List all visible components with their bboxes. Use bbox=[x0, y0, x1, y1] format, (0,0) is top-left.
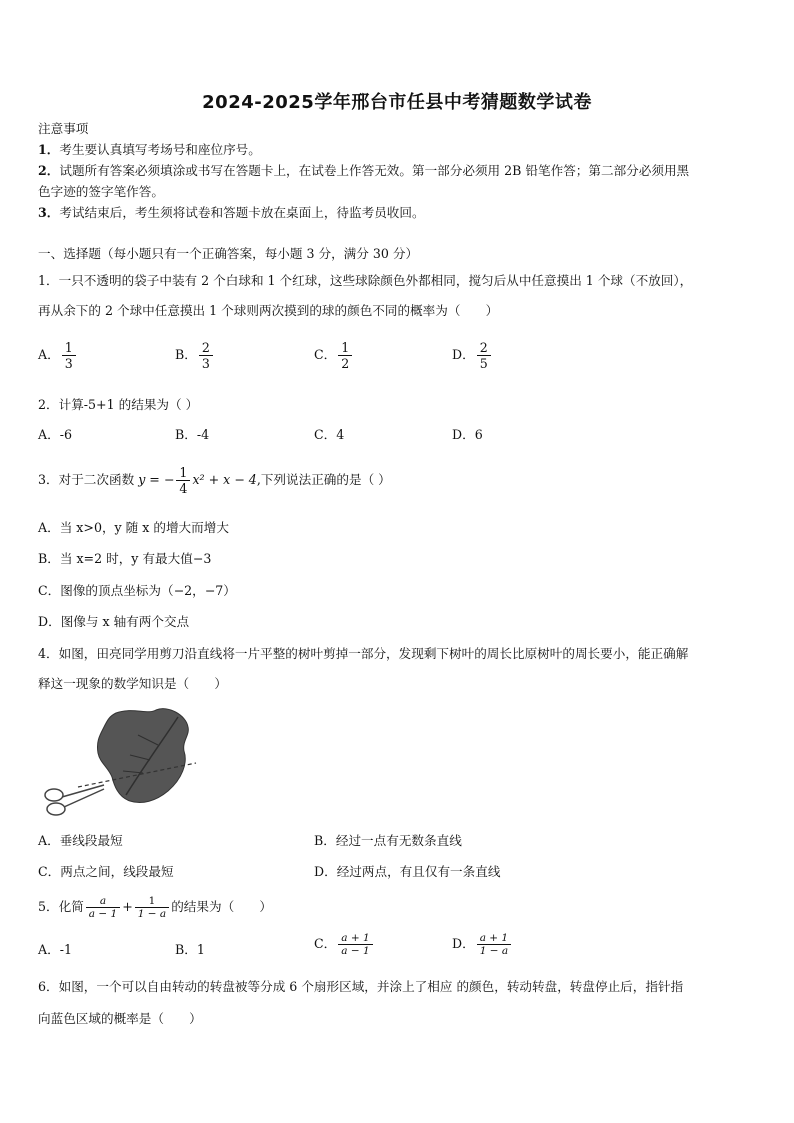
fraction bbox=[86, 895, 120, 920]
option-label: C． bbox=[314, 347, 337, 362]
scissors-icon bbox=[45, 785, 104, 815]
option-label: B． bbox=[175, 347, 197, 362]
q1-option-a[interactable] bbox=[38, 340, 78, 371]
q3-option-c[interactable]: C．图像的顶点坐标为（−2，−7） bbox=[38, 583, 236, 598]
q2-stem: 2．计算-5+1 的结果为（ ） bbox=[38, 397, 199, 412]
q3-stem bbox=[38, 463, 391, 497]
denominator: a − 1 bbox=[86, 907, 120, 920]
q2-option-c[interactable]: C．4 bbox=[314, 427, 345, 442]
leaf-scissors-figure bbox=[38, 705, 198, 820]
denominator: 3 bbox=[62, 355, 76, 371]
q3-option-b[interactable]: B．当 x=2 时，y 有最大值−3 bbox=[38, 551, 212, 566]
q4-option-b[interactable]: B．经过一点有无数条直线 bbox=[314, 833, 462, 848]
fraction bbox=[135, 895, 169, 920]
numerator: a + 1 bbox=[341, 932, 370, 944]
fraction bbox=[338, 340, 352, 371]
note-text: 试题所有答案必须填涂或书写在答题卡上，在试卷上作答无效。第一部分必须用 2B 铅笔作答；第二部分必须用黑 bbox=[59, 163, 690, 178]
q1-stem-line1: 1．一只不透明的袋子中装有 2 个白球和 1 个红球，这些球除颜色外都相同，搅匀后从中任意摸出 1 个球（不放回）， bbox=[38, 273, 693, 288]
q4-option-a[interactable]: A．垂线段最短 bbox=[38, 833, 123, 848]
q5-option-d[interactable] bbox=[452, 932, 513, 957]
q5-option-c[interactable] bbox=[314, 932, 375, 957]
denominator: 5 bbox=[477, 355, 491, 371]
note-text: 考生要认真填写考场号和座位序号。 bbox=[59, 142, 261, 157]
numerator: 1 bbox=[64, 340, 73, 355]
fraction bbox=[477, 340, 491, 371]
q2-option-b[interactable]: B．-4 bbox=[175, 427, 210, 442]
q3-function-lhs: y = − bbox=[138, 472, 175, 487]
denominator: 3 bbox=[199, 355, 213, 371]
q5-option-a[interactable]: A．-1 bbox=[38, 942, 72, 957]
denominator: 1 − a bbox=[477, 944, 511, 957]
note-text: 考试结束后，考生须将试卷和答题卡放在桌面上，待监考员收回。 bbox=[59, 205, 425, 220]
q4-stem-line2: 释这一现象的数学知识是（ ） bbox=[38, 676, 227, 691]
note-number: 2． bbox=[38, 163, 60, 178]
q4-option-d[interactable]: D．经过两点，有且仅有一条直线 bbox=[314, 864, 501, 879]
q4-option-c[interactable]: C．两点之间，线段最短 bbox=[38, 864, 174, 879]
numerator: 2 bbox=[479, 340, 488, 355]
q6-stem-line2: 向蓝色区域的概率是（ ） bbox=[38, 1011, 202, 1026]
note-item-3 bbox=[38, 205, 425, 221]
fraction bbox=[199, 340, 213, 371]
numerator: 2 bbox=[201, 340, 210, 355]
q1-option-d[interactable] bbox=[452, 340, 493, 371]
note-item-2-cont: 色字迹的签字笔作答。 bbox=[38, 184, 164, 199]
q3-option-a[interactable]: A．当 x>0，y 随 x 的增大而增大 bbox=[38, 520, 229, 535]
q5-option-b[interactable]: B．1 bbox=[175, 942, 205, 957]
q3-function-rhs: x² + x − 4 bbox=[192, 472, 257, 487]
numerator: 1 bbox=[148, 895, 156, 907]
option-label: D． bbox=[452, 936, 475, 951]
option-label: D． bbox=[452, 347, 475, 362]
denominator: a − 1 bbox=[338, 944, 372, 957]
q3-suffix: ,下列说法正确的是（ ） bbox=[256, 472, 391, 487]
option-label: A． bbox=[38, 347, 60, 362]
plus-sign: + bbox=[122, 899, 133, 914]
numerator: a bbox=[99, 895, 107, 907]
section-heading: 一、选择题（每小题只有一个正确答案，每小题 3 分，满分 30 分） bbox=[38, 246, 419, 261]
denominator: 2 bbox=[338, 355, 352, 371]
q1-option-c[interactable] bbox=[314, 340, 354, 371]
numerator: 1 bbox=[341, 340, 350, 355]
q1-stem-line2: 再从余下的 2 个球中任意摸出 1 个球则两次摸到的球的颜色不同的概率为（ ） bbox=[38, 303, 499, 318]
q2-option-d[interactable]: D．6 bbox=[452, 427, 483, 442]
numerator: 1 bbox=[179, 465, 188, 480]
numerator: a + 1 bbox=[479, 932, 509, 944]
notes-heading: 注意事项 bbox=[38, 121, 89, 136]
q4-stem-line1: 4．如图，田亮同学用剪刀沿直线将一片平整的树叶剪掉一部分，发现剩下树叶的周长比原树叶的周长要小，能正确解 bbox=[38, 646, 689, 661]
fraction bbox=[62, 340, 76, 371]
note-item-1 bbox=[38, 142, 261, 158]
fraction bbox=[477, 932, 511, 957]
q1-option-b[interactable] bbox=[175, 340, 215, 371]
fraction bbox=[338, 932, 372, 957]
q6-stem-line1: 6．如图，一个可以自由转动的转盘被等分成 6 个扇形区域，并涂上了相应 的颜色，转动转盘，转盘停止后，指针指 bbox=[38, 979, 684, 994]
q2-option-a[interactable]: A．-6 bbox=[38, 427, 72, 442]
page-title: 2024-2025学年邢台市任县中考猜题数学试卷 bbox=[202, 92, 592, 113]
q5-suffix: 的结果为（ ） bbox=[171, 899, 272, 914]
note-number: 3． bbox=[38, 205, 60, 220]
note-number: 1． bbox=[38, 142, 60, 157]
fraction bbox=[176, 465, 190, 496]
q5-prefix: 5．化简 bbox=[38, 899, 84, 914]
option-label: C． bbox=[314, 936, 337, 951]
note-item-2 bbox=[38, 163, 689, 179]
denominator: 4 bbox=[176, 480, 190, 496]
denominator: 1 − a bbox=[135, 907, 169, 920]
q3-prefix: 3．对于二次函数 bbox=[38, 472, 135, 487]
q5-stem bbox=[38, 890, 272, 924]
q3-option-d[interactable]: D．图像与 x 轴有两个交点 bbox=[38, 614, 190, 629]
